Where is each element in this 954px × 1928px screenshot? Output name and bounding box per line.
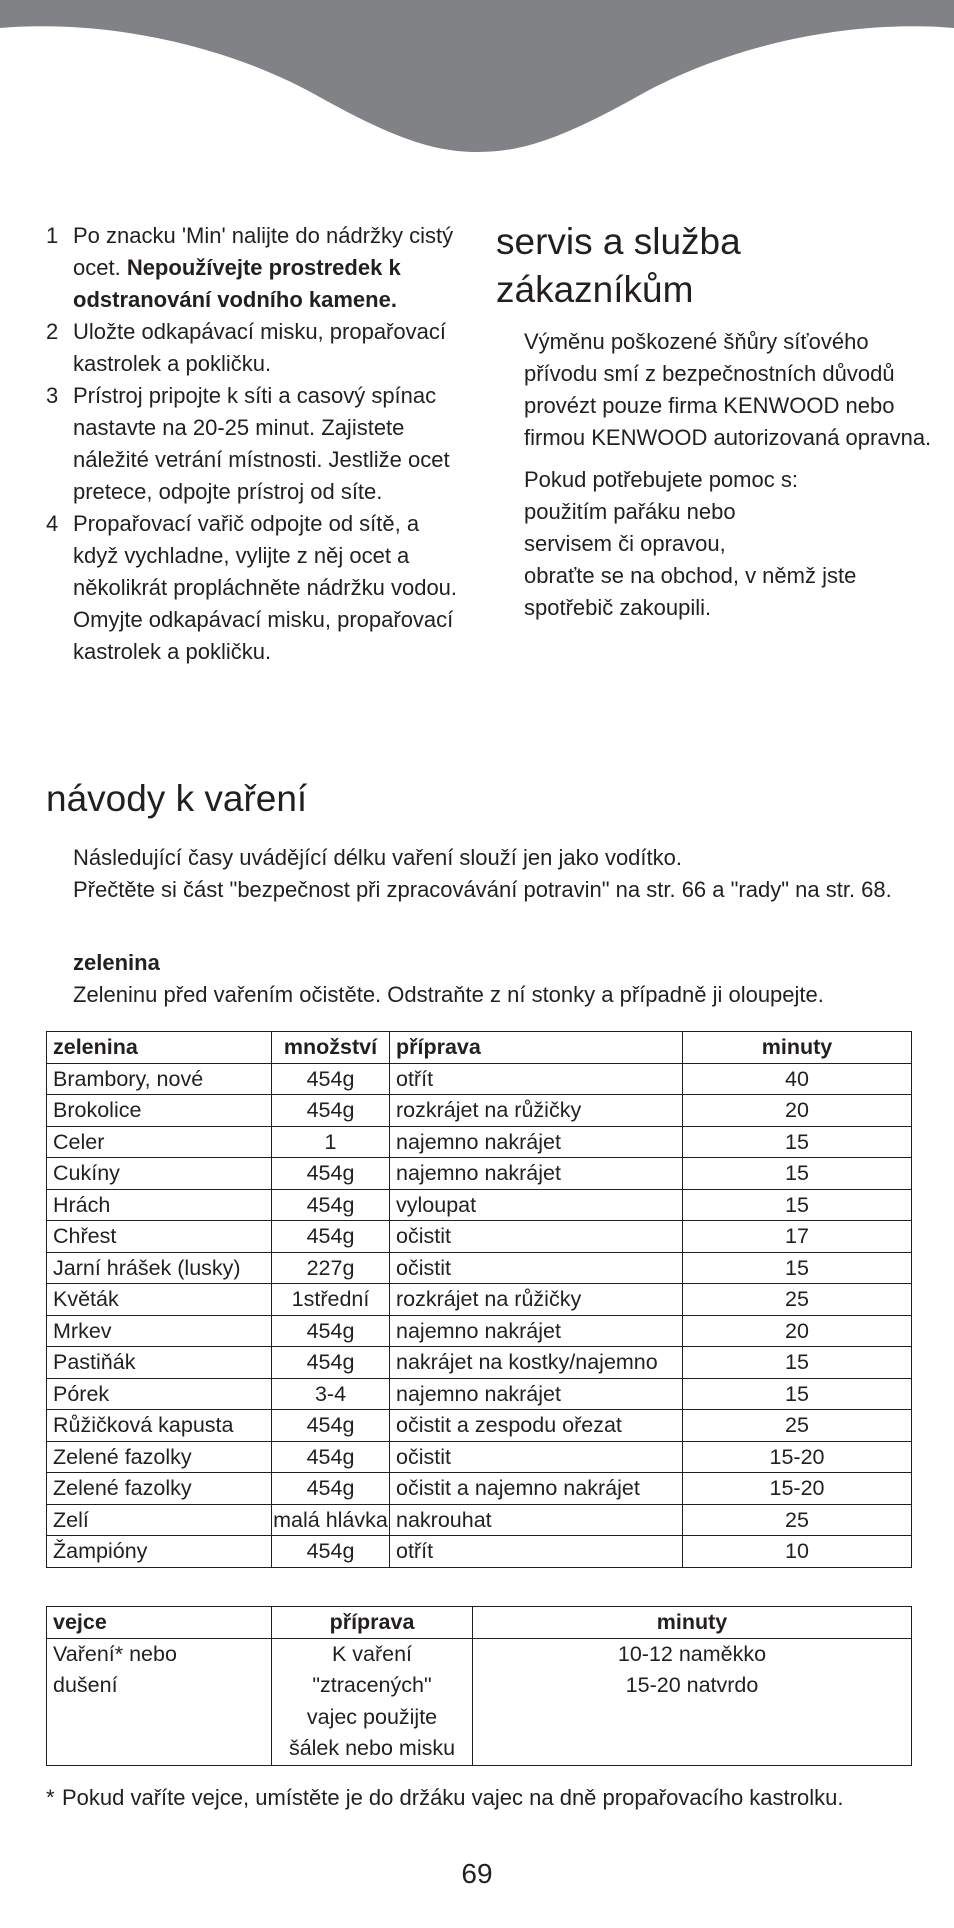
cell-line: vajec použijte bbox=[306, 1704, 438, 1729]
preparation-cell: nakrouhat bbox=[390, 1504, 683, 1536]
vegetable-cell: Květák bbox=[47, 1284, 272, 1316]
quantity-cell: 1 bbox=[272, 1126, 390, 1158]
quantity-cell: 454g bbox=[272, 1536, 390, 1568]
preparation-cell: najemno nakrájet bbox=[390, 1378, 683, 1410]
minutes-cell: 40 bbox=[683, 1063, 912, 1095]
cooking-intro bbox=[73, 842, 923, 906]
quantity-cell: 454g bbox=[272, 1410, 390, 1442]
servis-paragraph-2 bbox=[524, 464, 934, 624]
cell-line: 10-12 naměkko bbox=[617, 1641, 767, 1666]
preparation-cell: očistit bbox=[390, 1441, 683, 1473]
vegetable-table bbox=[46, 1031, 912, 1568]
quantity-cell: malá hlávka bbox=[272, 1504, 390, 1536]
step-text-plain: Propařovací vařič odpojte od sítě, a když vychladne, vylijte z něj ocet a několikrát propláchněte nádržku vodou. Omyjte odkapávací misku, propařovací kastrolek a pokličku. bbox=[73, 511, 458, 664]
minutes-cell: 15 bbox=[683, 1252, 912, 1284]
preparation-cell: rozkrájet na růžičky bbox=[390, 1284, 683, 1316]
minutes-cell: 17 bbox=[683, 1221, 912, 1253]
vegetable-cell: Brambory, nové bbox=[47, 1063, 272, 1095]
minutes-cell: 20 bbox=[683, 1315, 912, 1347]
preparation-cell: najemno nakrájet bbox=[390, 1126, 683, 1158]
table-row bbox=[47, 1536, 912, 1568]
vegetable-instructions: Zeleninu před vařením očistěte. Odstraňte z ní stonky a případně ji oloupejte. bbox=[73, 982, 824, 1007]
header-wave-decoration bbox=[0, 0, 954, 160]
egg-table bbox=[46, 1606, 912, 1766]
table-row bbox=[47, 1095, 912, 1127]
vegetable-cell: Jarní hrášek (lusky) bbox=[47, 1252, 272, 1284]
minutes-cell: 15 bbox=[683, 1347, 912, 1379]
quantity-cell: 454g bbox=[272, 1441, 390, 1473]
egg-minutes-cell bbox=[473, 1638, 912, 1765]
intro-line-2: Přečtěte si část "bezpečnost při zpracovávání potravin" na str. 66 a "rady" na str. 68. bbox=[73, 877, 892, 902]
vegetable-cell: Brokolice bbox=[47, 1095, 272, 1127]
step-item bbox=[46, 508, 466, 668]
table-row bbox=[47, 1638, 912, 1765]
preparation-cell: otřít bbox=[390, 1063, 683, 1095]
egg-preparation-cell bbox=[272, 1638, 473, 1765]
table-row bbox=[47, 1189, 912, 1221]
servis-paragraph-1: Výměnu poškozené šňůry síťového přívodu smí z bezpečnostních důvodů provézt pouze firma KENWOOD nebo firmou KENWOOD autorizovaná opravna. bbox=[524, 329, 932, 450]
step-item bbox=[46, 316, 466, 380]
preparation-cell: očistit a najemno nakrájet bbox=[390, 1473, 683, 1505]
step-text bbox=[73, 220, 466, 316]
vegetable-cell: Pórek bbox=[47, 1378, 272, 1410]
step-item bbox=[46, 220, 466, 316]
quantity-cell: 454g bbox=[272, 1063, 390, 1095]
table-row bbox=[47, 1410, 912, 1442]
quantity-cell: 454g bbox=[272, 1221, 390, 1253]
preparation-cell: vyloupat bbox=[390, 1189, 683, 1221]
minutes-cell: 15 bbox=[683, 1378, 912, 1410]
vegetable-cell: Růžičková kapusta bbox=[47, 1410, 272, 1442]
header-egg: vejce bbox=[47, 1607, 272, 1639]
footnote-text: Pokud vaříte vejce, umístěte je do držáku vajec na dně propařovacího kastrolku. bbox=[62, 1785, 844, 1810]
minutes-cell: 10 bbox=[683, 1536, 912, 1568]
egg-method-cell bbox=[47, 1638, 272, 1765]
step-number: 2 bbox=[46, 319, 59, 344]
table-header-row bbox=[47, 1607, 912, 1639]
minutes-cell: 15-20 bbox=[683, 1473, 912, 1505]
step-number: 4 bbox=[46, 511, 59, 536]
table-row bbox=[47, 1126, 912, 1158]
header-minutes: minuty bbox=[473, 1607, 912, 1639]
servis-body bbox=[524, 326, 934, 634]
descaling-steps bbox=[46, 220, 466, 668]
header-minutes: minuty bbox=[683, 1032, 912, 1064]
vegetable-cell: Žampióny bbox=[47, 1536, 272, 1568]
servis-heading: servis a služba zákazníkům bbox=[496, 221, 741, 310]
cell-line: dušení bbox=[53, 1673, 118, 1697]
page-number: 69 bbox=[461, 1858, 493, 1889]
step-text-plain: Uložte odkapávací misku, propařovací kastrolek a pokličku. bbox=[73, 319, 446, 376]
servis-line: použitím pařáku nebo bbox=[524, 499, 736, 524]
table-row bbox=[47, 1441, 912, 1473]
step-text-bold: Nepoužívejte prostredek k odstranování vodního kamene. bbox=[73, 255, 401, 312]
minutes-cell: 15-20 bbox=[683, 1441, 912, 1473]
vegetable-cell: Chřest bbox=[47, 1221, 272, 1253]
quantity-cell: 454g bbox=[272, 1158, 390, 1190]
table-row bbox=[47, 1504, 912, 1536]
preparation-cell: očistit a zespodu ořezat bbox=[390, 1410, 683, 1442]
preparation-cell: najemno nakrájet bbox=[390, 1158, 683, 1190]
cell-line: 15-20 natvrdo bbox=[625, 1673, 759, 1697]
header-quantity: množství bbox=[272, 1032, 390, 1064]
minutes-cell: 15 bbox=[683, 1189, 912, 1221]
table-row bbox=[47, 1221, 912, 1253]
header-preparation: příprava bbox=[390, 1032, 683, 1064]
step-number: 3 bbox=[46, 383, 59, 408]
vegetable-cell: Zelí bbox=[47, 1504, 272, 1536]
step-item bbox=[46, 380, 466, 508]
vegetable-subheading: zelenina bbox=[73, 950, 160, 975]
step-text bbox=[73, 316, 466, 380]
table-row bbox=[47, 1315, 912, 1347]
table-row bbox=[47, 1473, 912, 1505]
servis-line: servisem či opravou, bbox=[524, 531, 726, 556]
minutes-cell: 20 bbox=[683, 1095, 912, 1127]
vegetable-cell: Hrách bbox=[47, 1189, 272, 1221]
vegetable-cell: Celer bbox=[47, 1126, 272, 1158]
header-vegetable: zelenina bbox=[47, 1032, 272, 1064]
cell-line: Vaření* nebo bbox=[53, 1641, 177, 1666]
quantity-cell: 454g bbox=[272, 1347, 390, 1379]
cell-line: "ztracených" bbox=[312, 1673, 432, 1697]
quantity-cell: 454g bbox=[272, 1095, 390, 1127]
step-number: 1 bbox=[46, 223, 59, 248]
table-row bbox=[47, 1378, 912, 1410]
table-row bbox=[47, 1284, 912, 1316]
intro-line-1: Následující časy uvádějící délku vaření slouží jen jako vodítko. bbox=[73, 845, 682, 870]
minutes-cell: 15 bbox=[683, 1126, 912, 1158]
preparation-cell: najemno nakrájet bbox=[390, 1315, 683, 1347]
header-preparation: příprava bbox=[272, 1607, 473, 1639]
vegetable-cell: Zelené fazolky bbox=[47, 1441, 272, 1473]
vegetable-section bbox=[73, 947, 943, 1011]
table-header-row bbox=[47, 1032, 912, 1064]
quantity-cell: 227g bbox=[272, 1252, 390, 1284]
step-text-plain: Po znacku 'Min' nalijte do nádržky cistý ocet. bbox=[73, 223, 454, 280]
minutes-cell: 25 bbox=[683, 1410, 912, 1442]
minutes-cell: 25 bbox=[683, 1284, 912, 1316]
vegetable-cell: Cukíny bbox=[47, 1158, 272, 1190]
preparation-cell: očistit bbox=[390, 1252, 683, 1284]
minutes-cell: 15 bbox=[683, 1158, 912, 1190]
quantity-cell: 454g bbox=[272, 1473, 390, 1505]
preparation-cell: otřít bbox=[390, 1536, 683, 1568]
footnote-marker: * bbox=[46, 1785, 55, 1810]
vegetable-table-body bbox=[47, 1063, 912, 1567]
cell-line: K vaření bbox=[331, 1641, 413, 1666]
step-text bbox=[73, 380, 466, 508]
vegetable-cell: Zelené fazolky bbox=[47, 1473, 272, 1505]
cooking-heading: návody k vaření bbox=[46, 778, 308, 819]
servis-line: obraťte se na obchod, v němž jste spotřebič zakoupili. bbox=[524, 563, 857, 620]
footnote bbox=[46, 1782, 906, 1814]
table-row bbox=[47, 1063, 912, 1095]
step-text bbox=[73, 508, 466, 668]
vegetable-cell: Mrkev bbox=[47, 1315, 272, 1347]
table-row bbox=[47, 1347, 912, 1379]
step-text-plain: Prístroj pripojte k síti a casový spínac nastavte na 20-25 minut. Zajistete náležité vetrání místnosti. Jestliže ocet pretece, odpojte prístroj od síte. bbox=[73, 383, 450, 504]
preparation-cell: rozkrájet na růžičky bbox=[390, 1095, 683, 1127]
quantity-cell: 3-4 bbox=[272, 1378, 390, 1410]
cell-line: šálek nebo misku bbox=[288, 1736, 456, 1760]
minutes-cell: 25 bbox=[683, 1504, 912, 1536]
table-row bbox=[47, 1252, 912, 1284]
quantity-cell: 454g bbox=[272, 1315, 390, 1347]
quantity-cell: 1střední bbox=[272, 1284, 390, 1316]
preparation-cell: očistit bbox=[390, 1221, 683, 1253]
servis-line: Pokud potřebujete pomoc s: bbox=[524, 467, 798, 492]
quantity-cell: 454g bbox=[272, 1189, 390, 1221]
preparation-cell: nakrájet na kostky/najemno bbox=[390, 1347, 683, 1379]
vegetable-cell: Pastiňák bbox=[47, 1347, 272, 1379]
table-row bbox=[47, 1158, 912, 1190]
